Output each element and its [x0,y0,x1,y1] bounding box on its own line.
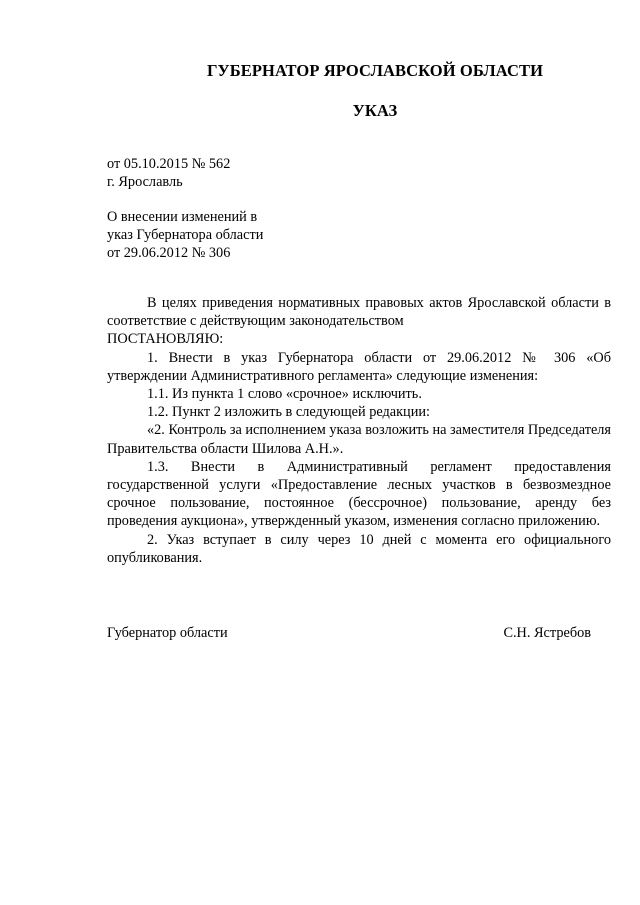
signatory-position: Губернатор области [107,625,228,641]
document-subject [107,208,263,262]
clause-1: 1. Внести в указ Губернатора области от 29.06.2012 № 306 «Об утверждении Административного регламента» следующие изменения: [107,349,611,384]
subject-line: от 29.06.2012 № 306 [107,245,231,261]
subject-line: указ Губернатора области [107,227,264,243]
signature-block [107,625,591,642]
clause-1-2-text: «2. Контроль за исполнением указа возложить на заместителя Председателя Правительства области Шилова А.Н.». [107,422,612,457]
document-body [107,294,611,567]
clause-1-2: 1.2. Пункт 2 изложить в следующей редакции: [147,404,430,421]
signatory-name: С.Н. Ястребов [503,625,591,641]
date-number: от 05.10.2015 № 562 [107,156,231,172]
document-header-title: ГУБЕРНАТОР ЯРОСЛАВСКОЙ ОБЛАСТИ [206,61,544,80]
decree-word: ПОСТАНОВЛЯЮ: [107,331,224,348]
document-meta [107,155,230,191]
clause-2: 2. Указ вступает в силу через 10 дней с момента его официального опубликования. [107,531,611,566]
preamble: В целях приведения нормативных правовых актов Ярославской области в соответствие с действующим законодательством [107,295,611,330]
city: г. Ярославль [107,174,183,190]
subject-line: О внесении изменений в [107,209,258,225]
clause-1-3: 1.3. Внести в Административный регламент предоставления государственной услуги «Предоставление лесных участков в безвозмездное срочное пользование, постоянное (бессрочное) пользование, аренду без проведения аукциона», утвержденный указом, изменения согласно приложению. [107,458,611,530]
document-type: УКАЗ [352,101,398,120]
clause-1-1: 1.1. Из пункта 1 слово «срочное» исключить. [147,386,422,403]
